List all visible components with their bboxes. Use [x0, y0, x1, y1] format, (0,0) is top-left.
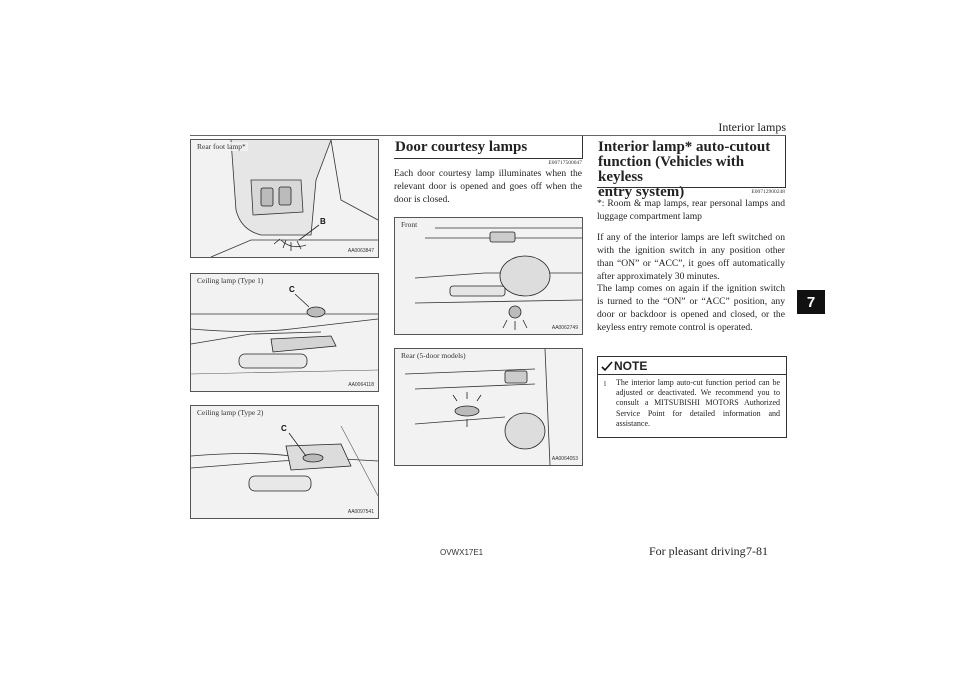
- callout-c: C: [281, 424, 287, 433]
- front-door-illustration: [395, 218, 582, 334]
- section-code: E00717500047: [548, 160, 582, 166]
- section-rule: [597, 136, 786, 188]
- figure-ceiling-lamp-type-1: [190, 273, 379, 392]
- figure-code: AA0064053: [551, 456, 578, 462]
- figure-code: AA0063847: [347, 248, 374, 254]
- paragraph: If any of the interior lamps are left switched on with the ignition switch in any position other than “ON” or “ACC”, it goes off automatically after approximately 30 minutes.: [597, 231, 785, 282]
- heading-line: entry system): [598, 184, 685, 200]
- rear-foot-lamp-illustration: [191, 140, 378, 257]
- note-label: NOTE: [614, 359, 648, 373]
- heading-line: function (Vehicles with keyless: [598, 154, 745, 185]
- footer-section: For pleasant driving: [649, 544, 746, 558]
- footer-code: OVWX17E1: [440, 548, 484, 557]
- note-box: [597, 356, 787, 438]
- heading-line: Interior lamp* auto-cutout: [598, 139, 771, 155]
- rear-door-illustration: [395, 349, 582, 465]
- figure-rear-foot-lamp: [190, 139, 379, 258]
- pencil-check-icon: [601, 360, 613, 372]
- running-header: Interior lamps: [718, 120, 786, 134]
- door-courtesy-text: Each door courtesy lamp illuminates when the relevant door is opened and goes off when the door is closed.: [394, 168, 582, 205]
- figure-code: AA0064118: [348, 382, 374, 388]
- figure-caption: Rear (5-door models): [401, 351, 466, 360]
- note-rule: [598, 374, 786, 375]
- auto-cutout-text: [597, 198, 785, 335]
- bullet-icon: l: [604, 380, 606, 388]
- note-text: The interior lamp auto-cut function period can be adjusted or deactivated. We recommend you to consult a MITSUBISHI MOTORS Authorized Service Point for detailed information and assistance.: [616, 378, 780, 428]
- figure-caption: Front: [401, 220, 418, 229]
- figure-ceiling-lamp-type-2: [190, 405, 379, 519]
- figure-caption: Ceiling lamp (Type 1): [197, 276, 264, 285]
- callout-c: C: [289, 285, 295, 294]
- ceiling-lamp-type-1-illustration: [191, 274, 378, 391]
- figure-code: AA0062749: [551, 325, 578, 331]
- figure-code: AA0097541: [347, 509, 374, 515]
- figure-caption: Ceiling lamp (Type 2): [197, 408, 264, 417]
- section-rule: [394, 136, 583, 159]
- chapter-tab[interactable]: 7: [797, 290, 825, 314]
- paragraph: *: Room & map lamps, rear personal lamps and luggage compartment lamp: [597, 198, 785, 222]
- figure-front-door: [394, 217, 583, 335]
- figure-rear-door: [394, 348, 583, 466]
- figure-caption: Rear foot lamp*: [197, 142, 246, 151]
- paragraph: The lamp comes on again if the ignition switch is turned to the “ON” or “ACC” position, any door or backdoor is opened and closed, or the keyless entry remote control is operated.: [597, 283, 785, 334]
- callout-b: B: [320, 217, 326, 226]
- ceiling-lamp-type-2-illustration: [191, 406, 378, 518]
- section-heading-door-courtesy: Door courtesy lamps: [395, 139, 528, 155]
- page-number: 7-81: [746, 544, 768, 558]
- section-code: E00712900248: [751, 189, 785, 195]
